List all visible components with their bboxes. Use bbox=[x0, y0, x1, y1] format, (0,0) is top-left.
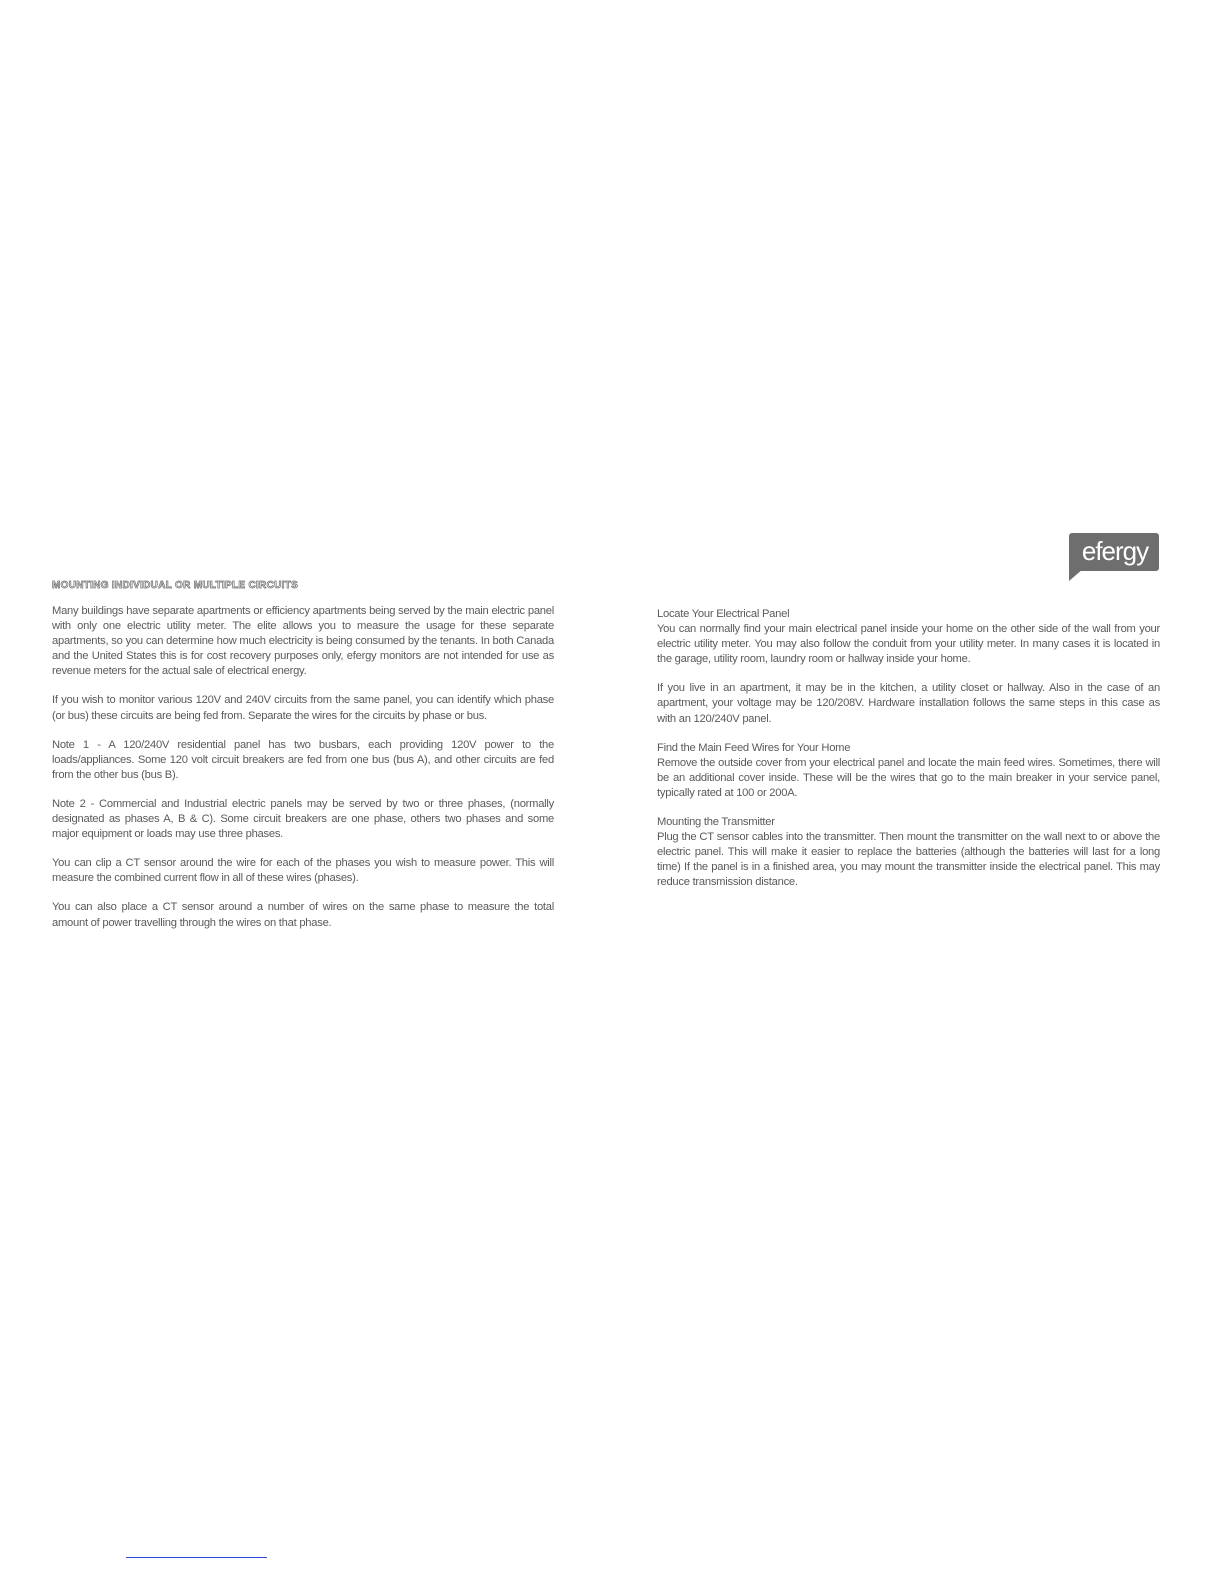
section-locate-panel bbox=[657, 607, 1160, 667]
paragraph-ct-clip: You can clip a CT sensor around the wire for each of the phases you wish to measure power. This will measure the combined current flow in all of these wires (phases). bbox=[52, 857, 554, 885]
left-page bbox=[52, 580, 554, 945]
logo-bubble-tail bbox=[1069, 569, 1083, 581]
paragraph-phases: If you wish to monitor various 120V and 240V circuits from the same panel, you can identify which phase (or bus) these circuits are being fed from. Separate the wires for the circuits by phase or bus. bbox=[52, 694, 554, 722]
paragraph-ct-multiple-wires: You can also place a CT sensor around a number of wires on the same phase to measure the total amount of power travelling through the wires on that phase. bbox=[52, 901, 554, 929]
link-underline[interactable] bbox=[126, 1557, 267, 1558]
paragraph-mounting-transmitter: Plug the CT sensor cables into the transmitter. Then mount the transmitter on the wall next to or above the electric panel. This will make it easier to replace the batteries (although the batteries will last for a long time) If the panel is in a finished area, you may mount the transmitter inside the electrical panel. This may reduce transmission distance. bbox=[657, 831, 1160, 889]
section-title-mounting-transmitter: Mounting the Transmitter bbox=[657, 816, 775, 829]
right-page bbox=[657, 607, 1160, 905]
paragraph-apartments: Many buildings have separate apartments or efficiency apartments being served by the main electric panel with only one electric utility meter. The elite allows you to measure the usage for these separate apartments, so you can determine how much electricity is being consumed by the tenants. In both Canada and the United States this is for cost recovery purposes only, efergy monitors are not intended for use as revenue meters for the actual sale of electrical energy. bbox=[52, 605, 554, 678]
paragraph-apartment-panel: If you live in an apartment, it may be in the kitchen, a utility closet or hallway. Also in the case of an apartment, your voltage may be 120/208V. Hardware installation follows the same steps in this case as with an 120/240V panel. bbox=[657, 682, 1160, 725]
efergy-logo bbox=[1069, 533, 1159, 582]
paragraph-note-2: Note 2 - Commercial and Industrial electric panels may be served by two or three phases, (normally designated as phases A, B & C). Some circuit breakers are one phase, others two phases and some major equipment or loads may use three phases. bbox=[52, 797, 554, 841]
logo-text: efergy bbox=[1081, 536, 1149, 566]
section-title-main-feed-wires: Find the Main Feed Wires for Your Home bbox=[657, 741, 851, 754]
paragraph-note-1: Note 1 - A 120/240V residential panel has two busbars, each providing 120V power to the loads/appliances. Some 120 volt circuit breakers are fed from one bus (bus A), and other circuits are fed from the other bus (bus B). bbox=[52, 738, 554, 781]
paragraph-locate-panel: You can normally find your main electrical panel inside your home on the other side of the wall from your electric utility meter. You may also follow the conduit from your utility meter. In many cases it is located in the garage, utility room, laundry room or hallway inside your home. bbox=[657, 623, 1160, 666]
section-main-feed-wires bbox=[657, 741, 1160, 801]
section-mounting-transmitter bbox=[657, 815, 1160, 890]
paragraph-main-feed-wires: Remove the outside cover from your electrical panel and locate the main feed wires. Sometimes, there will be an additional cover inside. These will be the wires that go to the main breaker in your service panel, typically rated at 100 or 200A. bbox=[657, 756, 1160, 799]
section-title-locate-panel: Locate Your Electrical Panel bbox=[657, 608, 790, 620]
section-heading: MOUNTING INDIVIDUAL OR MULTIPLE CIRCUITS bbox=[52, 580, 299, 591]
